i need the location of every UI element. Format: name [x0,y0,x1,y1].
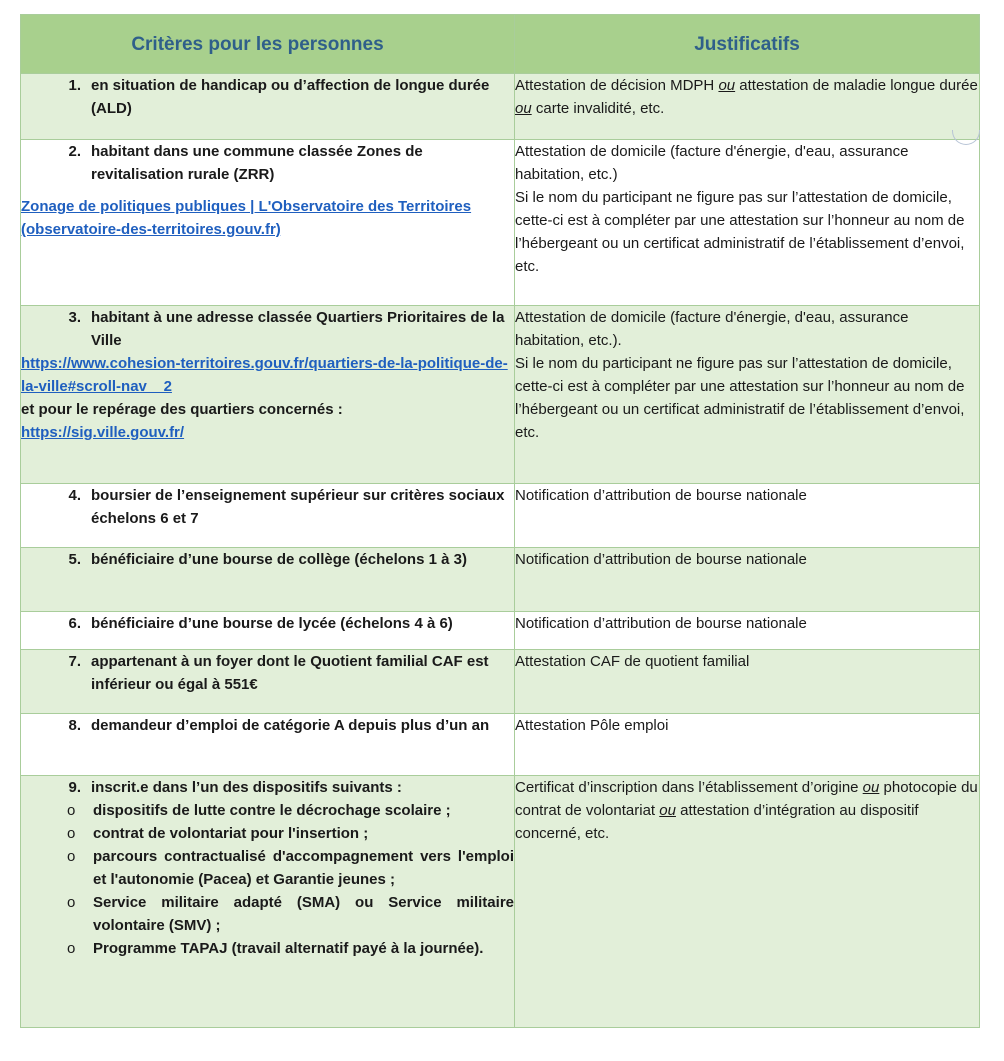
criterion-text: habitant à une adresse classée Quartiers Prioritaires de la Ville [91,309,505,349]
item-number: 5. [68,551,81,568]
zrr-link[interactable]: Zonage de politiques publiques | L'Observatoire des Territoires (observatoire-des-territoires.gouv.fr) [21,198,472,238]
item-number: 3. [68,309,81,326]
table-row [21,776,980,1028]
criterion-text: habitant dans une commune classée Zones de revitalisation rurale (ZRR) [91,143,423,183]
criterion-text: bénéficiaire d’une bourse de lycée (échelons 4 à 6) [91,615,453,632]
proof-note: Si le nom du participant ne figure pas sur l’attestation de domicile, cette-ci est à compléter par une attestation sur l’honneur au nom de l’hébergeant ou un certificat administratif de l’établissement d’envoi, etc. [515,189,965,275]
proof-note: Si le nom du participant ne figure pas sur l’attestation de domicile, cette-ci est à compléter par une attestation sur l’honneur au nom de l’hébergeant ou un certificat administratif de l’établissement d’envoi, etc. [515,355,965,441]
criterion-cell [21,776,515,1028]
criterion-cell [21,612,515,650]
proof-cell: Attestation Pôle emploi [515,714,980,776]
list-item: o Programme TAPAJ (travail alternatif payé à la journée). [67,937,514,960]
item-number: 9. [68,779,81,796]
proof-text: Attestation de domicile (facture d'énergie, d'eau, assurance habitation, etc.) [515,143,909,183]
header-criteria: Critères pour les personnes [21,15,515,74]
item-number: 6. [68,615,81,632]
criterion-text: boursier de l’enseignement supérieur sur critères sociaux échelons 6 et 7 [91,487,505,527]
proof-cell: Attestation CAF de quotient familial [515,650,980,714]
item-number: 8. [68,717,81,734]
item-number: 4. [68,487,81,504]
proof-cell: Notification d’attribution de bourse nationale [515,612,980,650]
criterion-cell [21,140,515,306]
proof-cell: Certificat d’inscription dans l’établissement d’origine ou photocopie du contrat de volontariat ou attestation d’intégration au dispositif concerné, etc. [515,776,980,1028]
table-header-row [21,15,980,74]
table-row [21,612,980,650]
table-row [21,306,980,484]
scheme-list [21,799,514,960]
sig-link[interactable]: https://sig.ville.gouv.fr/ [21,424,185,441]
criterion-text: appartenant à un foyer dont le Quotient familial CAF est inférieur ou égal à 551€ [91,653,489,693]
qpv-note: et pour le repérage des quartiers concernés : [21,401,343,418]
criterion-cell [21,650,515,714]
criterion-cell [21,74,515,140]
item-number: 7. [68,653,81,670]
list-item: o contrat de volontariat pour l'insertion ; [67,822,514,845]
proof-text: Attestation de domicile (facture d'énergie, d'eau, assurance habitation, etc.). [515,309,909,349]
criterion-cell [21,714,515,776]
table-row [21,74,980,140]
proof-cell [515,306,980,484]
criterion-text: inscrit.e dans l’un des dispositifs suivants : [91,779,402,796]
table-row [21,140,980,306]
proof-cell: Attestation de décision MDPH ou attestation de maladie longue durée ou carte invalidité, etc. [515,74,980,140]
list-item: o parcours contractualisé d'accompagnement vers l'emploi et l'autonomie (Pacea) et Garantie jeunes ; [67,845,514,891]
proof-cell: Notification d’attribution de bourse nationale [515,484,980,548]
list-item: o Service militaire adapté (SMA) ou Service militaire volontaire (SMV) ; [67,891,514,937]
item-number: 1. [68,77,81,94]
criterion-cell [21,548,515,612]
table-row [21,650,980,714]
criterion-cell [21,306,515,484]
table-row [21,714,980,776]
list-item: o dispositifs de lutte contre le décrochage scolaire ; [67,799,514,822]
criterion-text: bénéficiaire d’une bourse de collège (échelons 1 à 3) [91,551,467,568]
criterion-cell [21,484,515,548]
header-proofs: Justificatifs [515,15,980,74]
qpv-link[interactable]: https://www.cohesion-territoires.gouv.fr/quartiers-de-la-politique-de-la-ville#scroll-nav__2 [21,355,508,395]
criteria-table [20,14,980,1028]
proof-cell: Notification d’attribution de bourse nationale [515,548,980,612]
item-number: 2. [68,143,81,160]
criterion-text: demandeur d’emploi de catégorie A depuis plus d’un an [91,717,490,734]
table-row [21,548,980,612]
criterion-text: en situation de handicap ou d’affection de longue durée (ALD) [91,77,490,117]
table-row [21,484,980,548]
proof-cell [515,140,980,306]
